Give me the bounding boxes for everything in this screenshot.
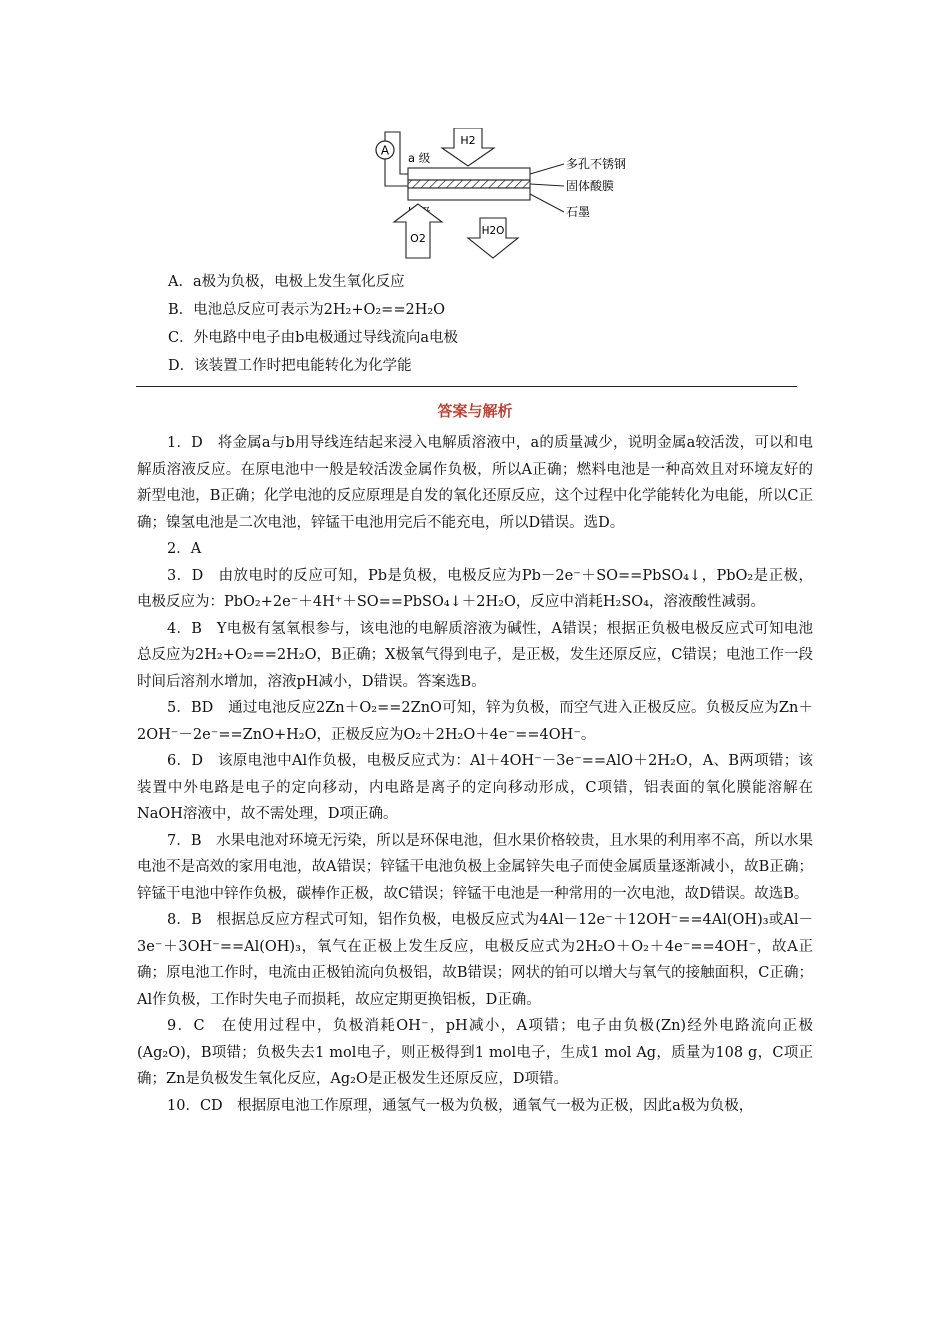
h2o-label: H2O — [481, 225, 505, 237]
h2-label: H2 — [460, 134, 476, 147]
o2-label: O2 — [410, 232, 426, 245]
section-heading: 答案与解析 — [437, 402, 513, 420]
answer-item: 8．B 根据总反应方程式可知，铝作负极，电极反应式为4Al－12e⁻＋12OH⁻==4Al(OH)₃或Al－3e⁻＋3OH⁻==Al(OH)₃，氧气在正极上发生反应，电极反应式为2H₂O＋O₂＋4e⁻==4OH⁻，故A正确；原电池工作时，电流由正极铂流向负极铝，故B错误；网状的铂可以增大与氧气的接触面积，C正确；Al作负极，工作时失电子而损耗，故应定期更换铝板，D正确。 — [137, 912, 813, 1008]
answer-item: 6．D 该原电池中Al作负极，电极反应式为：Al＋4OH⁻－3e⁻==AlO＋2H₂O，A、B两项错；该装置中外电路是电子的定向移动，内电路是离子的定向移动形成，C项错，铝表面的氧化膜能溶解在NaOH溶液中，故不需处理，D项正确。 — [137, 753, 813, 822]
answer-item: 5．BD 通过电池反应2Zn＋O₂==2ZnO可知，锌为负极，而空气进入正极反应。负极反应为Zn＋2OH⁻－2e⁻==ZnO+H₂O，正极反应为O₂＋2H₂O＋4e⁻==4OH⁻。 — [137, 700, 813, 743]
callout-line-graphite — [530, 194, 564, 212]
answer-item: 4．B Y电极有氢氧根参与，该电池的电解质溶液为碱性，A错误；根据正负极电极反应式可知电池总反应为2H₂+O₂==2H₂O，B正确；X极氧气得到电子，是正极，发生还原反应，C错误；电池工作一段时间后溶剂水增加，溶液pH减小，D错误。答案选B。 — [137, 620, 813, 690]
answer-item: 10．CD 根据原电池工作原理，通氢气一极为负极，通氧气一极为正极，因此a极为负极， — [167, 1097, 754, 1114]
fuel-cell-diagram — [370, 128, 660, 268]
answer-item: 2．A — [167, 541, 202, 557]
answer-item: 1．D 将金属a与b用导线连结起来浸入电解质溶液中，a的质量减少，说明金属a较活泼，可以和电解质溶液反应。在原电池中一般是较活泼金属作负极，所以A正确；燃料电池是一种高效且对环境友好的新型电池，B正确；化学电池的反应原理是自发的氧化还原反应，这个过程中化学能转化为电能，所以C正确；镍氢电池是二次电池，锌锰干电池用完后不能充电，所以D错误。选D。 — [137, 435, 813, 531]
callout-line-steel — [530, 164, 564, 174]
answer-item: 7．B 水果电池对环境无污染，所以是环保电池，但水果价格较贵，且水果的利用率不高，所以水果电池不是高效的家用电池，故A错误；锌锰干电池负极上金属锌失电子而使金属质量逐渐减小，故B正确；锌锰干电池中锌作负极，碳棒作正极，故C错误；锌锰干电池是一种常用的一次电池，故D错误。故选B。 — [137, 832, 813, 902]
option-c: C．外电路中电子由b电极通过导线流向a电极 — [168, 330, 459, 346]
answer-explanations — [137, 430, 813, 1119]
o2-inlet-arrow — [394, 204, 442, 258]
answer-item: 9．C 在使用过程中，负极消耗OH⁻，pH减小，A项错；电子由负极(Zn)经外电路流向正极(Ag₂O)，B项错；负极失去1 mol电子，则正极得到1 mol电子，生成1 mol Ag，质量为108 g，C项正确；Zn是负极发生氧化反应，Ag₂O是正极发生还原反应，D项错。 — [137, 1018, 813, 1087]
electrode-b-plate — [408, 188, 530, 200]
ammeter-label: A — [380, 143, 390, 158]
option-d: D．该装置工作时把电能转化为化学能 — [168, 358, 412, 374]
wire-bottom — [385, 159, 408, 186]
section-divider — [136, 386, 797, 387]
solid-acid-membrane — [408, 180, 530, 188]
callout-line-membrane — [530, 184, 564, 186]
option-b: B．电池总反应可表示为2H₂+O₂==2H₂O — [168, 302, 446, 318]
fuel-cell-schematic — [370, 128, 660, 268]
callout-membrane: 固体酸膜 — [566, 179, 615, 193]
callout-steel: 多孔不锈钢 — [566, 157, 627, 171]
h2o-outlet-arrow — [468, 218, 518, 258]
option-a: A．a极为负极，电极上发生氧化反应 — [168, 274, 405, 290]
callout-graphite: 石墨 — [566, 205, 591, 219]
answer-item: 3．D 由放电时的反应可知，Pb是负极，电极反应为Pb－2e⁻＋SO==PbSO₄↓，PbO₂是正极，电极反应为：PbO₂+2e⁻＋4H⁺＋SO==PbSO₄↓＋2H₂O，反应中消耗H₂SO₄，溶液酸性减弱。 — [137, 567, 813, 610]
answer-options — [168, 268, 808, 380]
electrode-a-label: a 级 — [408, 151, 431, 165]
electrode-a-plate — [408, 168, 530, 180]
